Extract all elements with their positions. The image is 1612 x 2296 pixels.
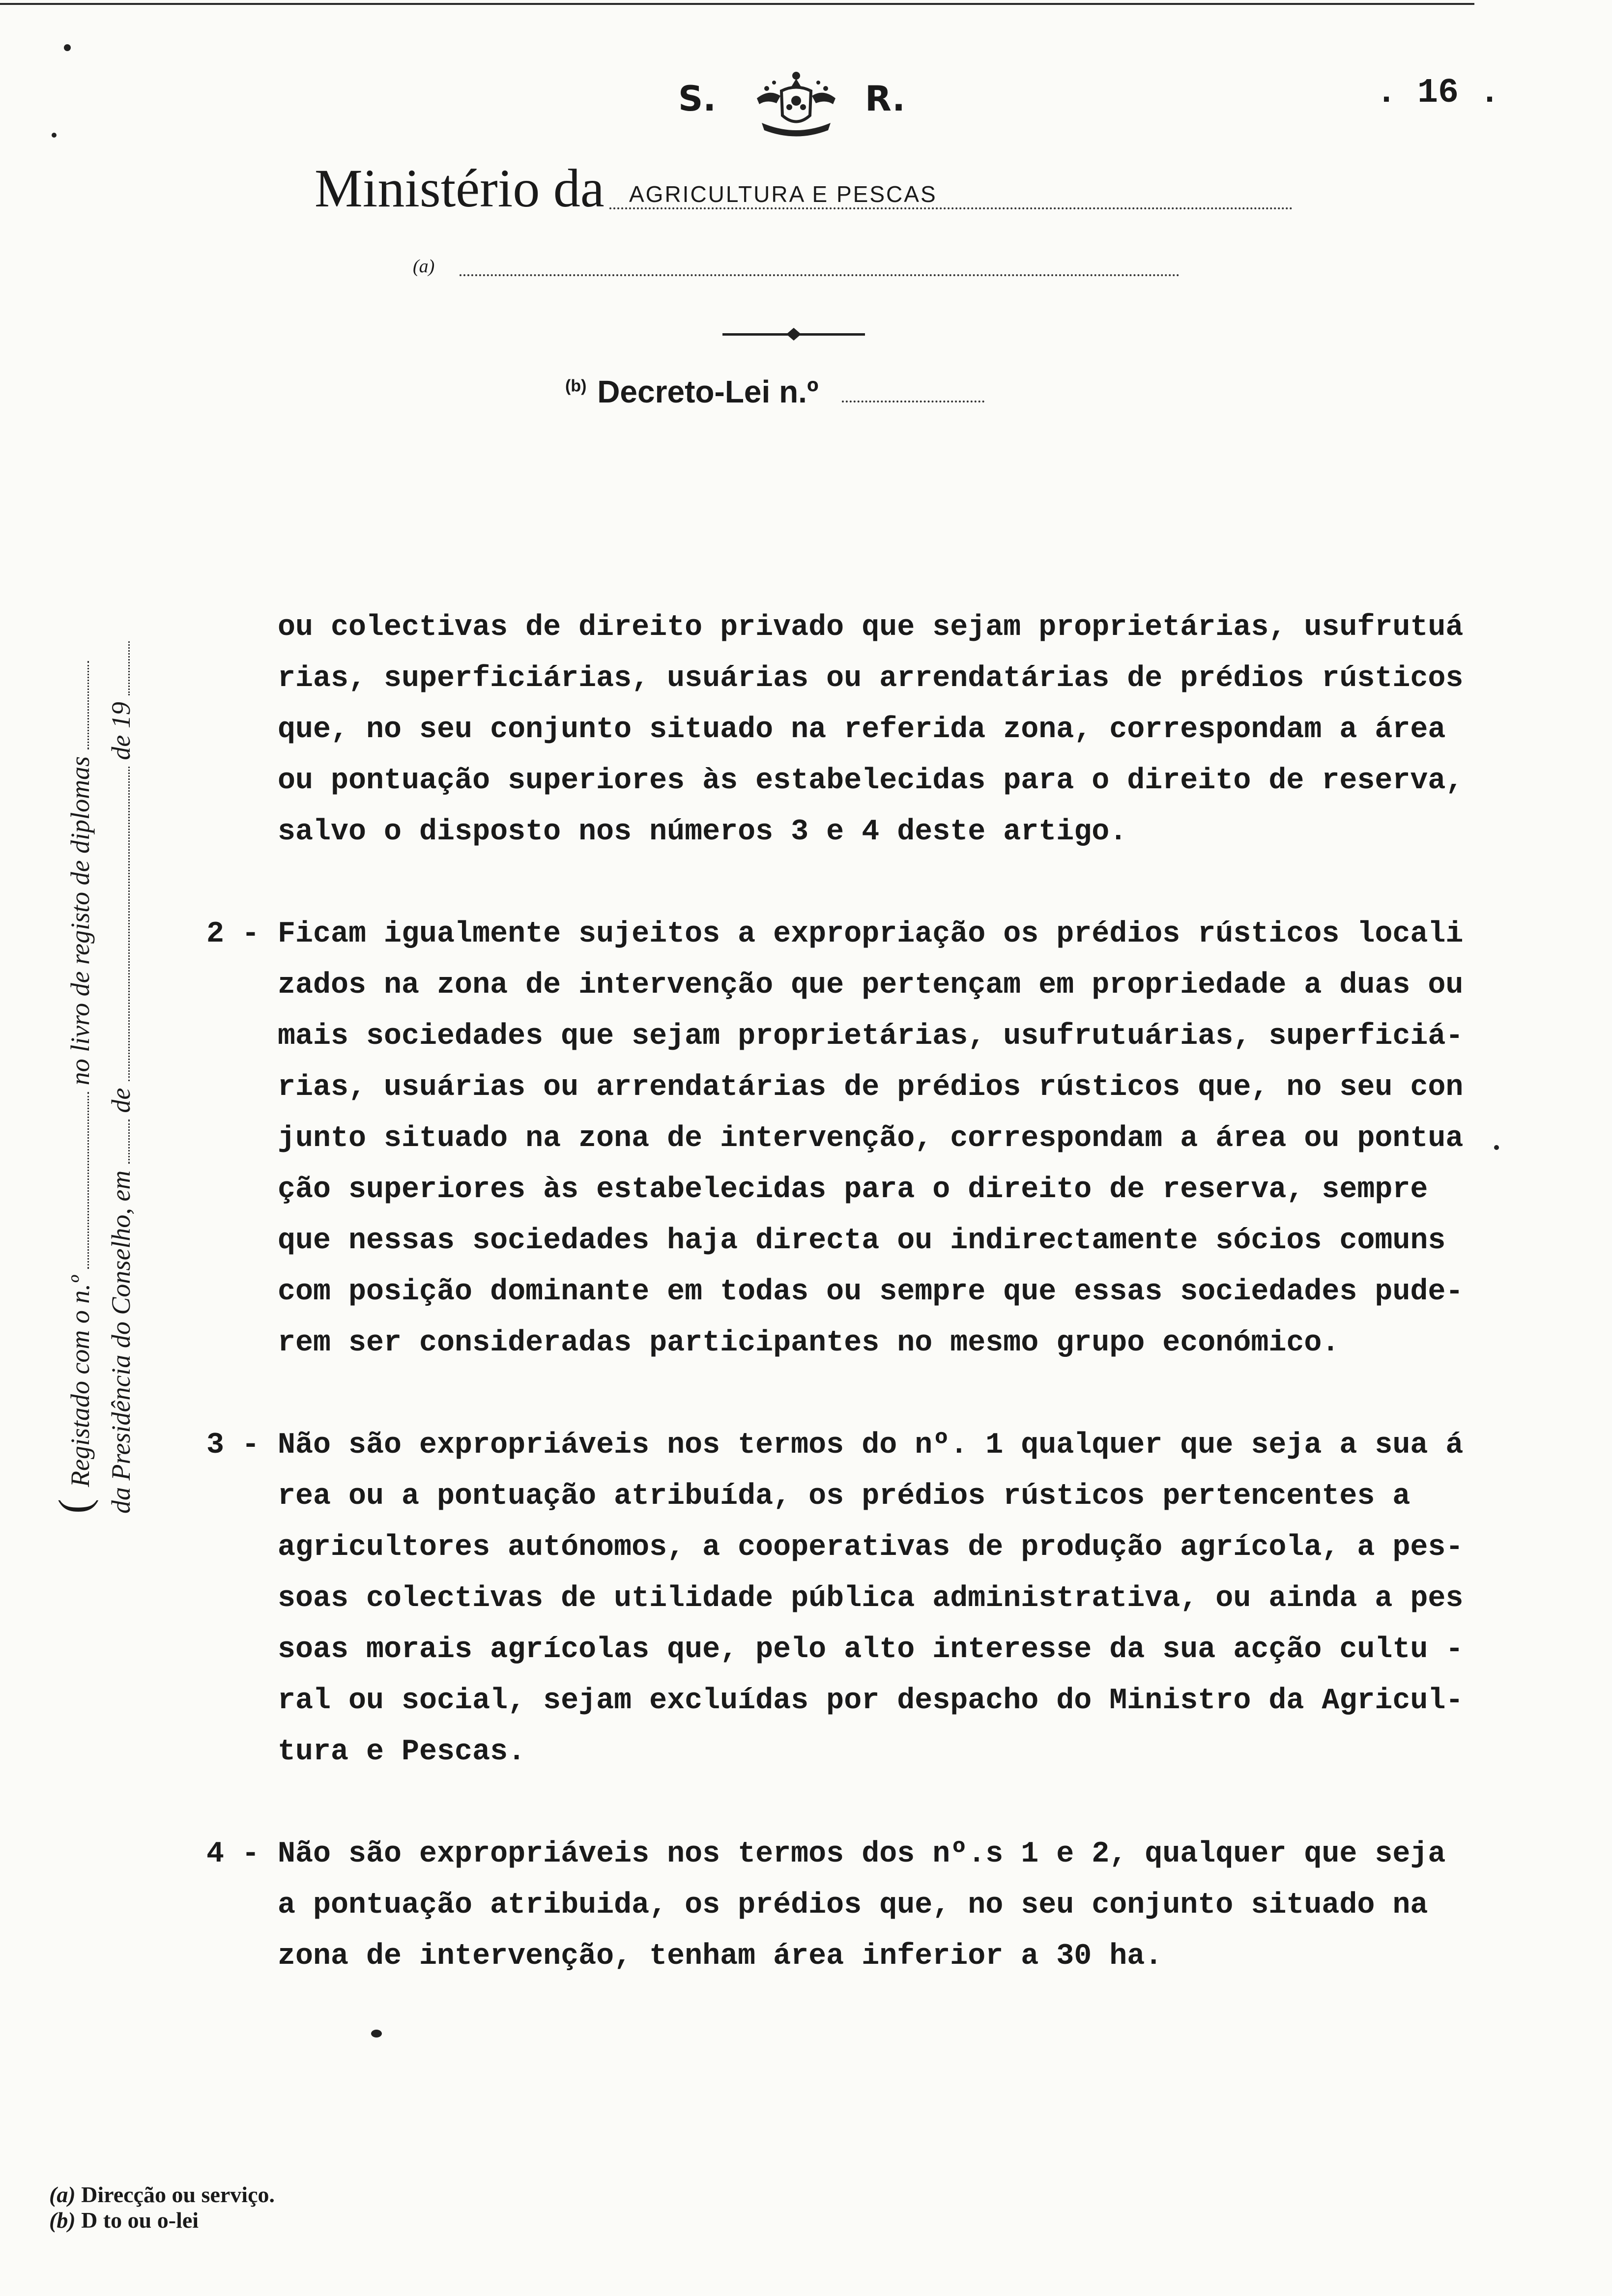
bracket-glyph: ( bbox=[50, 1499, 99, 1514]
margin-note-tail-blank bbox=[70, 661, 89, 749]
ministry-line bbox=[315, 157, 1297, 216]
coat-of-arms-icon bbox=[747, 69, 845, 143]
decree-line bbox=[565, 373, 984, 410]
page-number: . 16 . bbox=[1376, 74, 1500, 113]
header-sr bbox=[678, 69, 953, 143]
margin-note-registered: Registado com o n.º bbox=[65, 1275, 95, 1488]
margin-registration-note bbox=[39, 590, 162, 1514]
footnote-mark: (a) bbox=[49, 2182, 76, 2207]
paragraph-number: 2 - bbox=[206, 918, 260, 951]
scan-speck bbox=[52, 133, 57, 138]
line-a-blank bbox=[460, 274, 1180, 276]
decree-number-blank bbox=[842, 391, 984, 402]
margin-note-presidency: da Presidência do Conselho, em bbox=[106, 1170, 136, 1514]
document-body bbox=[206, 602, 1533, 2033]
margin-note-year-blank bbox=[111, 641, 130, 695]
footnote-a bbox=[49, 2182, 275, 2208]
margin-note-year: de 19 bbox=[106, 702, 136, 760]
margin-note-book: no livro de registo de diplomas bbox=[65, 756, 95, 1086]
paragraph-number: 4 - bbox=[206, 1837, 260, 1871]
scan-speck bbox=[371, 2030, 382, 2038]
continuation-paragraph: ou colectivas de direito privado que sejam proprietárias, usufrutuá rias, superficiárias, usuárias ou arrendatárias de prédios rústicos que, no seu conjunto situado na referida zona, correspondam a área ou pontuação superiores às estabelecidas para o direito de reserva, salvo o disposto nos números 3 e 4 deste artigo. bbox=[278, 611, 1464, 849]
header-left-initial: S. bbox=[678, 79, 717, 119]
scan-speck bbox=[64, 44, 71, 51]
decree-label: Decreto-Lei n.º bbox=[597, 374, 819, 409]
line-a-label: (a) bbox=[413, 256, 435, 277]
ornamental-separator bbox=[722, 327, 865, 342]
paragraph-text: Não são expropriáveis nos termos do nº. 1 qualquer que seja a sua á rea ou a pontuação atribuída, os prédios rústicos pertencentes a agricultores autónomos, a cooperativas de produção agrícola, a pes- soas colectivas de utilidade pública administrativa, ou ainda a pes soas morais agrícolas que, pelo alto interesse da sua acção cultu - ral ou social, sejam excluídas por despacho do Ministro da Agricul- tura e Pescas. bbox=[278, 1429, 1464, 1769]
paragraph-text: Não são expropriáveis nos termos dos nº.s 1 e 2, qualquer que seja a pontuação atribuida, os prédios que, no seu conjunto situado na zona de intervenção, tenham área inferior a 30 ha. bbox=[278, 1837, 1446, 1973]
margin-note-month-blank bbox=[111, 767, 130, 1081]
line-a bbox=[413, 256, 1180, 285]
scan-speck bbox=[1494, 1145, 1499, 1150]
footnote-text: D to ou o-lei bbox=[81, 2208, 199, 2233]
paragraph-2 bbox=[206, 909, 1533, 1369]
paragraph-number: 3 - bbox=[206, 1429, 260, 1462]
top-border-line bbox=[0, 3, 1474, 5]
paragraph-3 bbox=[206, 1420, 1533, 1778]
margin-note-day-blank bbox=[111, 1119, 130, 1164]
margin-note-row-2 bbox=[106, 641, 136, 1514]
header-right-initial: R. bbox=[865, 79, 905, 119]
footnote-mark: (b) bbox=[49, 2208, 76, 2233]
footnotes bbox=[49, 2182, 275, 2233]
decree-prefix: (b) bbox=[565, 376, 587, 396]
footnote-text: Direcção ou serviço. bbox=[81, 2182, 275, 2207]
ministry-value: AGRICULTURA E PESCAS bbox=[609, 181, 1293, 209]
footnote-b bbox=[49, 2208, 275, 2233]
margin-note-number-blank bbox=[70, 1092, 89, 1269]
margin-note-row-1 bbox=[49, 661, 100, 1514]
margin-note-de: de bbox=[106, 1088, 136, 1113]
paragraph-text: Ficam igualmente sujeitos a expropriação os prédios rústicos locali zados na zona de intervenção que pertençam em propriedade a duas ou mais sociedades que sejam proprietárias, usufrutuárias, superficiá- rias, usuárias ou arrendatárias de prédios rústicos que, no seu con junto situado na zona de intervenção, correspondam a área ou pontua ção superiores às estabelecidas para o direito de reserva, sempre que nessas sociedades haja directa ou indirectamente sócios comuns com posição dominante em todas ou sempre que essas sociedades pude- rem ser consideradas participantes no mesmo grupo económico. bbox=[278, 918, 1464, 1360]
paragraph-4 bbox=[206, 1829, 1533, 1982]
ministry-label: Ministério da bbox=[315, 158, 604, 218]
